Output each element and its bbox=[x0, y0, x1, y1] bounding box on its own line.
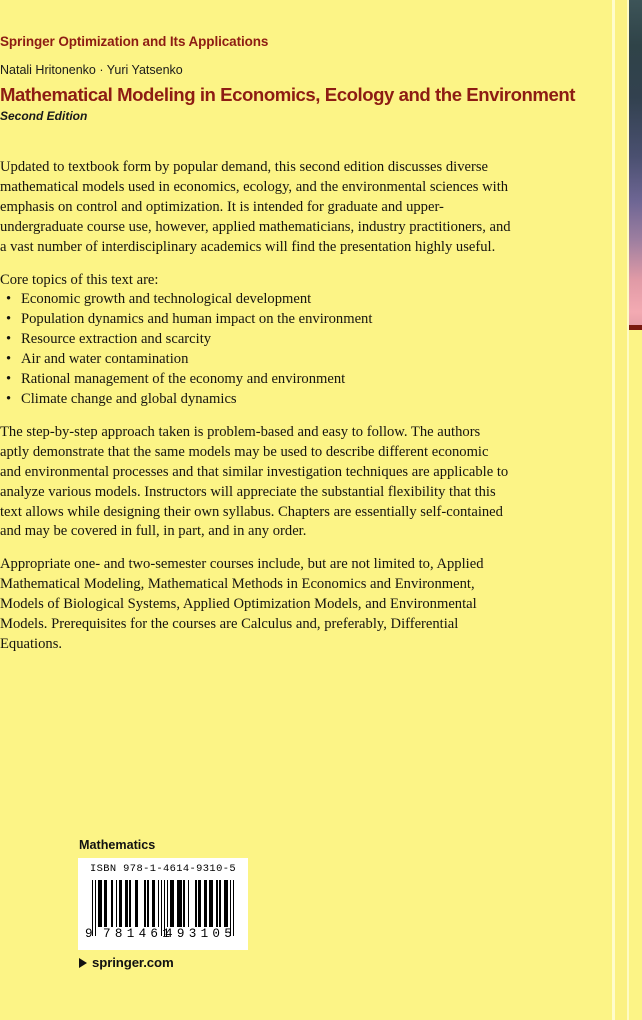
list-item-label: Air and water contamination bbox=[21, 351, 189, 368]
blurb-paragraph-2: The step-by-step approach taken is problem-based and easy to follow. The authors aptly demonstrate that the same models may be used to describe different economic and environmental processes and that similar investigation techniques are applicable to analyze various models. Instructors will appreciate the substantial flexibility that this text allows while designing their own syllabus. Chapters are essentially self-contained and may be covered in full, in part, and in any order. bbox=[0, 423, 509, 540]
list-item bbox=[0, 330, 513, 350]
list-item-label: Climate change and global dynamics bbox=[21, 390, 237, 407]
edition-label: Second Edition bbox=[0, 109, 88, 123]
springer-url-logo[interactable] bbox=[79, 955, 174, 970]
authors-line: Natali Hritonenko · Yuri Yatsenko bbox=[0, 63, 183, 77]
ean-left-group: 781461 bbox=[103, 927, 175, 941]
spine-panel bbox=[615, 0, 627, 1020]
core-topics-list bbox=[0, 290, 513, 409]
blurb-paragraph-1: Updated to textbook form by popular demand, this second edition discusses diverse mathematical models used in economics, ecology, and the environmental sciences with emphasis on control and optimization. It is intended for graduate and upper-undergraduate course use, however, applied mathematicians, industry practitioners, and a vast number of interdisciplinary academics will find the presentation highly useful. bbox=[0, 159, 511, 255]
publisher-url-label: springer.com bbox=[92, 955, 174, 970]
list-item-label: Population dynamics and human impact on the environment bbox=[21, 311, 373, 328]
ean-digits bbox=[78, 927, 248, 943]
subject-category-label: Mathematics bbox=[79, 838, 156, 852]
barcode-bars bbox=[92, 880, 234, 927]
list-item bbox=[0, 370, 513, 390]
bullet-icon: • bbox=[6, 331, 12, 348]
blurb-paragraph-3: Appropriate one- and two-semester courses include, but are not limited to, Applied Mathematical Modeling, Mathematical Methods in Economics and Environment, Models of Biological Systems, Applied Optimization Models, and Environmental Models. Prerequisites for the courses are Calculus and, preferably, Differential Equations. bbox=[0, 556, 484, 652]
list-item bbox=[0, 350, 513, 370]
ean-right-group: 493105 bbox=[165, 927, 237, 941]
list-item bbox=[0, 390, 513, 410]
list-item bbox=[0, 290, 513, 310]
series-title: Springer Optimization and Its Applications bbox=[0, 34, 269, 49]
isbn-number-label: ISBN 978-1-4614-9310-5 bbox=[90, 863, 236, 875]
bullet-icon: • bbox=[6, 311, 12, 328]
isbn-barcode bbox=[78, 858, 248, 950]
list-item bbox=[0, 310, 513, 330]
book-title: Mathematical Modeling in Economics, Ecology and the Environment bbox=[0, 84, 576, 105]
list-item-label: Economic growth and technological development bbox=[21, 291, 312, 308]
bullet-icon: • bbox=[6, 291, 12, 308]
spine-cover-image-sliver bbox=[629, 0, 642, 325]
triangle-right-icon bbox=[79, 958, 87, 968]
bullet-icon: • bbox=[6, 390, 12, 407]
spine-lower-area bbox=[629, 330, 642, 1020]
bullet-icon: • bbox=[6, 351, 12, 368]
blurb-body bbox=[0, 158, 513, 668]
list-item-label: Resource extraction and scarcity bbox=[21, 331, 212, 348]
ean-lead-digit: 9 bbox=[85, 927, 93, 941]
list-item-label: Rational management of the economy and environment bbox=[21, 371, 346, 388]
topics-intro: Core topics of this text are: bbox=[0, 271, 159, 288]
bullet-icon: • bbox=[6, 371, 12, 388]
